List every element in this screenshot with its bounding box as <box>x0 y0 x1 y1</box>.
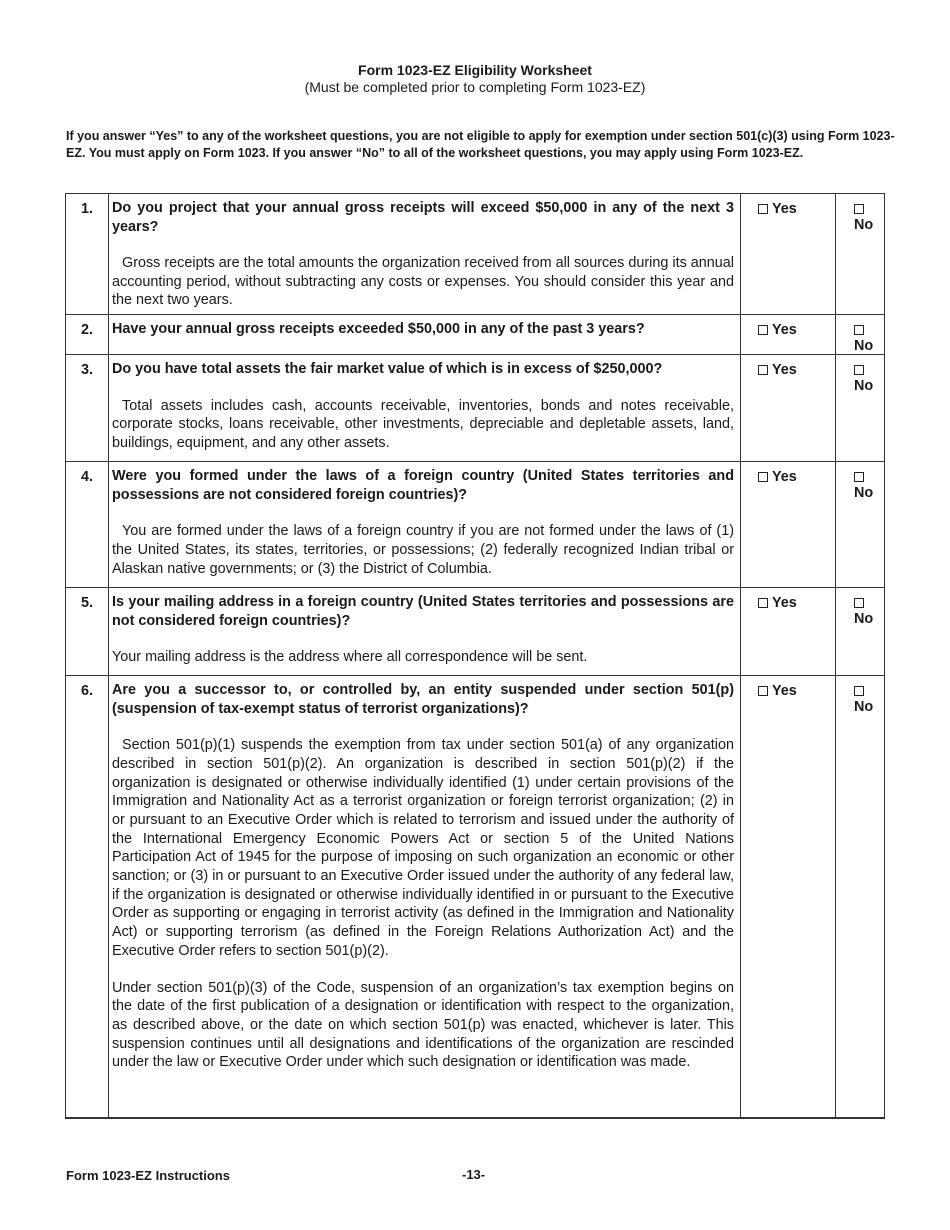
page-subtitle: (Must be completed prior to completing Form 1023-EZ) <box>304 79 646 95</box>
question-cell <box>109 194 741 315</box>
no-checkbox[interactable] <box>836 588 885 676</box>
question-number: 4. <box>66 462 109 588</box>
yes-label: Yes <box>772 322 797 339</box>
no-checkbox[interactable] <box>836 315 885 355</box>
no-checkbox[interactable] <box>836 676 885 1118</box>
no-label: No <box>854 611 874 628</box>
question-number: 1. <box>66 194 109 315</box>
checkbox-icon <box>758 365 768 375</box>
table-row <box>66 676 885 1118</box>
no-checkbox[interactable] <box>836 462 885 588</box>
checkbox-icon <box>758 686 768 696</box>
question-detail: Gross receipts are the total amounts the organization received from all sources during its annual accounting period, without subtracting any costs or expenses. You should consider this year and the next two years. <box>112 255 734 309</box>
yes-checkbox[interactable] <box>741 355 836 462</box>
table-row <box>66 194 885 315</box>
question-text: Were you formed under the laws of a foreign country (United States territories and possessions are not considered foreign countries)? <box>112 468 734 503</box>
yes-label: Yes <box>772 362 797 379</box>
question-number: 3. <box>66 355 109 462</box>
question-text: Do you project that your annual gross receipts will exceed $50,000 in any of the next 3 years? <box>112 200 734 235</box>
intro-paragraph: If you answer “Yes” to any of the worksheet questions, you are not eligible to apply for exemption under section 501(c)(3) using Form 1023-EZ. You must apply on Form 1023. If you answer “No” to all of the worksheet questions, you may apply using Form 1023-EZ. <box>66 129 895 160</box>
yes-label: Yes <box>772 683 797 700</box>
checkbox-icon <box>854 472 864 482</box>
table-row <box>66 588 885 676</box>
question-cell <box>109 315 741 355</box>
question-text: Are you a successor to, or controlled by, an entity suspended under section 501(p) (suspension of tax-exempt status of terrorist organizations)? <box>112 682 734 717</box>
no-label: No <box>854 217 874 233</box>
no-label: No <box>854 699 874 716</box>
question-detail: Total assets includes cash, accounts receivable, inventories, bonds and notes receivable, corporate stocks, loans receivable, other investments, depreciable and depletable assets, land, buildings, equipment, and any other assets. <box>112 397 734 452</box>
checkbox-icon <box>758 598 768 608</box>
no-label: No <box>854 338 874 355</box>
table-row <box>66 315 885 355</box>
table-row <box>66 462 885 588</box>
question-text: Is your mailing address in a foreign country (United States territories and possessions are not considered foreign countries)? <box>112 594 734 629</box>
checkbox-icon <box>758 325 768 335</box>
table-row <box>66 355 885 462</box>
no-checkbox[interactable] <box>836 355 885 462</box>
checkbox-icon <box>854 204 864 214</box>
question-number: 6. <box>66 676 109 1118</box>
question-detail: Under section 501(p)(3) of the Code, suspension of an organization’s tax exemption begins on the date of the first publication of a designation or identification with respect to the organization, as described above, or the date on which section 501(p) was enacted, whichever is later. This suspension continues until all designations and identifications of the organization are rescinded under the law or Executive Order under which such designation or identification was made. <box>112 979 734 1071</box>
page-title: Form 1023-EZ Eligibility Worksheet <box>358 62 592 78</box>
yes-checkbox[interactable] <box>741 588 836 676</box>
question-text: Have your annual gross receipts exceeded $50,000 in any of the past 3 years? <box>112 321 645 338</box>
yes-label: Yes <box>772 201 797 217</box>
no-label: No <box>854 485 874 502</box>
page-number: -13- <box>462 1167 486 1182</box>
checkbox-icon <box>758 204 768 214</box>
checkbox-icon <box>854 365 864 375</box>
question-number: 5. <box>66 588 109 676</box>
checkbox-icon <box>758 472 768 482</box>
checkbox-icon <box>854 325 864 335</box>
eligibility-worksheet-table <box>65 193 885 1119</box>
no-checkbox[interactable] <box>836 194 885 315</box>
no-label: No <box>854 378 874 395</box>
yes-checkbox[interactable] <box>741 462 836 588</box>
checkbox-icon <box>854 686 864 696</box>
question-cell <box>109 676 741 1118</box>
question-detail: Section 501(p)(1) suspends the exemption from tax under section 501(a) of any organization described in section 501(p)(2). An organization is described in section 501(p)(2) if the organization is designated or otherwise individually identified (1) under certain provisions of the Immigration and Nationality Act as a terrorist organization or foreign terrorist organization; (2) in or pursuant to an Executive Order which is related to terrorism and issued under the authority of the International Emergency Economic Powers Act or section 5 of the United Nations Participation Act of 1945 for the purpose of imposing on such organization an economic or other sanction; or (3) in or pursuant to an Executive Order issued under the authority of any federal law, if the organization is designated or otherwise individually identified in or pursuant to the Executive Order as supporting or engaging in terrorist activity (as defined in the Immigration and Nationality Act) or supporting terrorism (as defined in the Foreign Relations Authorization Act) and the Executive Order refers to section 501(p)(2). <box>112 737 734 959</box>
question-cell <box>109 355 741 462</box>
yes-checkbox[interactable] <box>741 315 836 355</box>
yes-checkbox[interactable] <box>741 676 836 1118</box>
yes-label: Yes <box>772 469 797 486</box>
question-detail: You are formed under the laws of a foreign country if you are not formed under the laws of (1) the United States, its states, territories, or possessions; (2) federally recognized Indian tribal or Alaskan native governments; or (3) the District of Columbia. <box>112 523 734 577</box>
yes-label: Yes <box>772 595 797 612</box>
checkbox-icon <box>854 598 864 608</box>
question-detail: Your mailing address is the address where all correspondence will be sent. <box>112 649 588 666</box>
question-number: 2. <box>66 315 109 355</box>
question-text: Do you have total assets the fair market value of which is in excess of $250,000? <box>112 361 663 378</box>
question-cell <box>109 588 741 676</box>
question-cell <box>109 462 741 588</box>
yes-checkbox[interactable] <box>741 194 836 315</box>
footer-form-name: Form 1023-EZ Instructions <box>66 1168 230 1183</box>
